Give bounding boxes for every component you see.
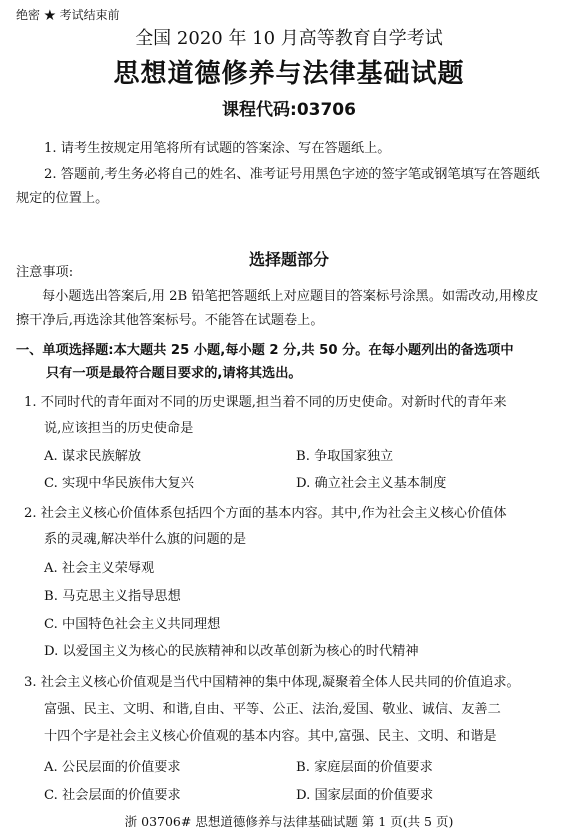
- instruction-1: 1. 请考生按规定用笔将所有试题的答案涂、写在答题纸上。: [44, 141, 391, 156]
- question-3-option-a[interactable]: A. 公民层面的价值要求: [44, 760, 181, 775]
- question-2-option-d[interactable]: D. 以爱国主义为核心的民族精神和以改革创新为核心的时代精神: [44, 644, 419, 659]
- course-code: 课程代码:03706: [222, 100, 356, 120]
- subject-title: 思想道德修养与法律基础试题: [113, 59, 465, 89]
- notes-label: 注意事项:: [16, 265, 74, 280]
- question-1-option-c[interactable]: C. 实现中华民族伟大复兴: [44, 476, 194, 491]
- question-2-option-a[interactable]: A. 社会主义荣辱观: [44, 561, 155, 576]
- question-1-option-d[interactable]: D. 确立社会主义基本制度: [296, 476, 447, 491]
- instruction-2a: 2. 答题前,考生务必将自己的姓名、准考证号用黑色字迹的签字笔或钢笔填写在答题纸: [44, 167, 540, 182]
- question-2-option-c[interactable]: C. 中国特色社会主义共同理想: [44, 617, 221, 632]
- exam-title: 全国 2020 年 10 月高等教育自学考试: [135, 28, 443, 49]
- question-3-option-c[interactable]: C. 社会层面的价值要求: [44, 788, 181, 803]
- question-2-stem-line-2: 系的灵魂,解决举什么旗的问题的是: [44, 532, 247, 547]
- question-1-stem-line-2: 说,应该担当的历史使命是: [44, 421, 194, 436]
- instruction-2b: 规定的位置上。: [16, 191, 109, 206]
- note-line-1: 每小题选出答案后,用 2B 铅笔把答题纸上对应题目的答案标号涂黑。如需改动,用橡皮: [42, 289, 539, 304]
- section-title: 选择题部分: [248, 250, 329, 269]
- confidential-label: 绝密 ★ 考试结束前: [16, 8, 120, 22]
- question-3-option-b[interactable]: B. 家庭层面的价值要求: [296, 760, 433, 775]
- question-3-stem-line-3: 十四个字是社会主义核心价值观的基本内容。其中,富强、民主、文明、和谐是: [44, 729, 497, 744]
- question-1-option-b[interactable]: B. 争取国家独立: [296, 449, 394, 464]
- part-heading-line-2: 只有一项是最符合题目要求的,请将其选出。: [46, 366, 302, 381]
- part-heading-line-1: 一、单项选择题:本大题共 25 小题,每小题 2 分,共 50 分。在每小题列出的备选项中: [16, 343, 514, 358]
- question-1-stem-line-1: 1. 不同时代的青年面对不同的历史课题,担当着不同的历史使命。对新时代的青年来: [24, 395, 507, 410]
- question-2-stem-line-1: 2. 社会主义核心价值体系包括四个方面的基本内容。其中,作为社会主义核心价值体: [24, 506, 507, 521]
- question-3-stem-line-1: 3. 社会主义核心价值观是当代中国精神的集中体现,凝聚着全体人民共同的价值追求。: [24, 675, 520, 690]
- page-footer: 浙 03706# 思想道德修养与法律基础试题 第 1 页(共 5 页): [124, 814, 454, 829]
- question-2-option-b[interactable]: B. 马克思主义指导思想: [44, 589, 181, 604]
- question-3-stem-line-2: 富强、民主、文明、和谐,自由、平等、公正、法治,爱国、敬业、诚信、友善二: [44, 702, 501, 717]
- question-3-option-d[interactable]: D. 国家层面的价值要求: [296, 788, 434, 803]
- question-1-option-a[interactable]: A. 谋求民族解放: [44, 449, 142, 464]
- note-line-2: 擦干净后,再选涂其他答案标号。不能答在试题卷上。: [16, 313, 324, 328]
